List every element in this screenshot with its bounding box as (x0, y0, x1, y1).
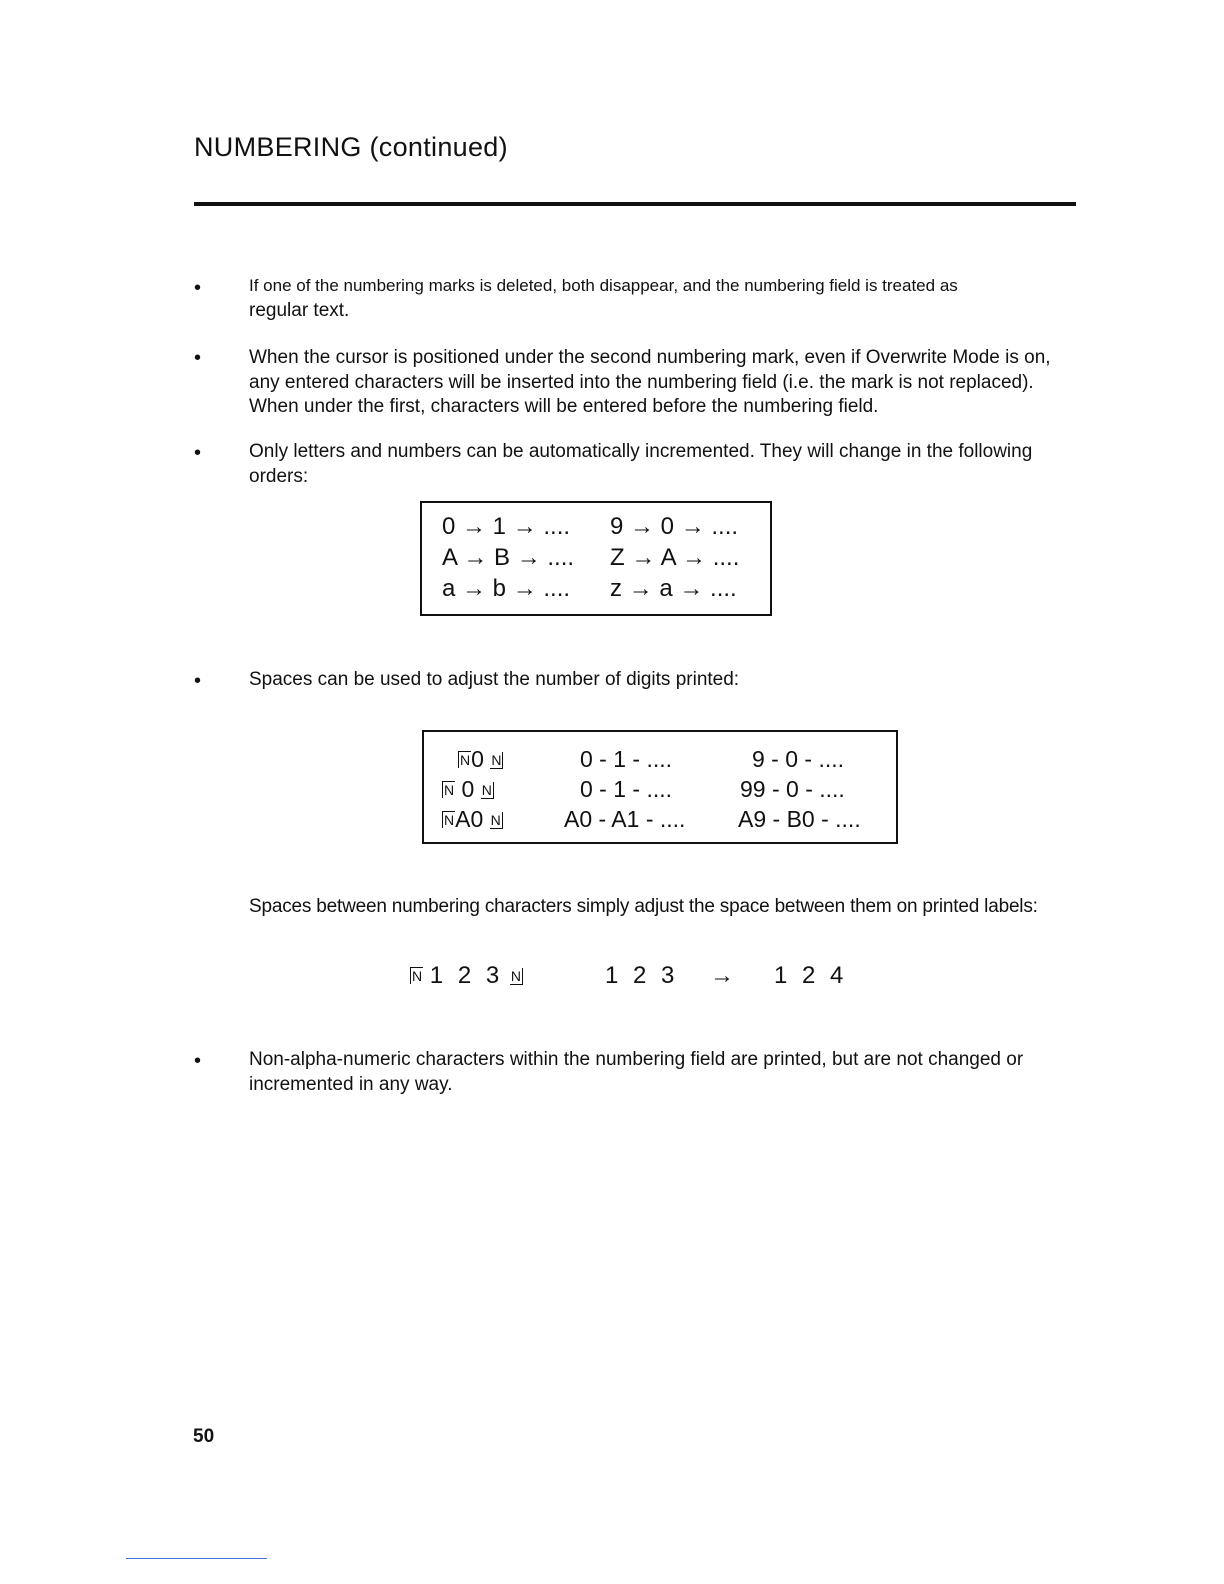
bullet-2-line-1: When the cursor is positioned under the second numbering mark, even if Overwrite Mode is on, (249, 347, 1051, 368)
bullet-3-marker: • (194, 442, 202, 464)
numbering-field (442, 776, 494, 803)
page-number: 50 (193, 1426, 215, 1447)
numbering-mark-open: N (460, 752, 471, 768)
digit-spacing-result-1: 0 - 1 - .... (580, 746, 673, 772)
numbering-field-value: 0 (471, 746, 484, 772)
numbering-mark-close: N (490, 812, 501, 828)
bullet-5-text (249, 1048, 1079, 1097)
digit-spacing-result-2: A9 - B0 - .... (738, 806, 861, 832)
bullet-3-line-2: orders: (249, 465, 309, 487)
increment-order-right: Z → A → .... (610, 544, 740, 571)
increment-order-left: A → B → .... (442, 544, 575, 571)
bullet-3-text (249, 440, 1079, 489)
numbering-field-value: 0 (455, 776, 475, 802)
numbering-mark-close: N (491, 752, 502, 768)
numbering-mark-close: N (481, 782, 492, 798)
bullet-5-line-2: incremented in any way. (249, 1073, 453, 1095)
bullet-1-line-2: regular text. (249, 299, 350, 321)
arrow-icon: → (710, 962, 734, 989)
increment-order-left: a → b → .... (442, 575, 571, 602)
spacing-example-field-value: 1 2 3 (429, 962, 504, 989)
digit-spacing-result-2: 9 - 0 - .... (752, 746, 845, 772)
page-title: NUMBERING (continued) (194, 132, 508, 162)
spacing-note: Spaces between numbering characters simply adjust the space between them on printed labels: (249, 896, 1038, 917)
spacing-example-field (410, 962, 523, 990)
spacing-example-before: 1 2 3 (605, 962, 679, 989)
bullet-4-line-1: Spaces can be used to adjust the number of digits printed: (249, 669, 740, 690)
bullet-5-line-1: Non-alpha-numeric characters within the numbering field are printed, but are not changed or (249, 1049, 1024, 1070)
increment-order-left: 0 → 1 → .... (442, 513, 571, 540)
bullet-2-line-3: When under the first, characters will be entered before the numbering field. (249, 396, 879, 417)
spacing-example-after: 1 2 4 (774, 962, 848, 989)
footer-line (126, 1558, 267, 1559)
bullet-1-marker: • (194, 277, 202, 299)
bullet-2-marker: • (194, 347, 202, 369)
digit-spacing-result-2: 99 - 0 - .... (740, 776, 845, 802)
bullet-2-line-2: any entered characters will be inserted into the numbering field (i.e. the mark is not replaced). (249, 371, 1034, 393)
numbering-mark-open: N (412, 968, 423, 984)
numbering-field-value: A0 (455, 806, 484, 832)
bullet-5-marker: • (194, 1050, 202, 1072)
numbering-mark-close: N (510, 968, 521, 984)
bullet-2-text (249, 346, 1079, 420)
increment-order-right: z → a → .... (610, 575, 737, 602)
numbering-mark-open: N (444, 812, 455, 828)
numbering-field (458, 746, 503, 773)
increment-order-right: 9 → 0 → .... (610, 513, 739, 540)
numbering-field (442, 806, 503, 833)
title-rule (194, 202, 1076, 206)
digit-spacing-table (422, 730, 898, 844)
numbering-mark-open: N (444, 782, 455, 798)
bullet-4-text (249, 668, 1079, 693)
bullet-1-line-1: If one of the numbering marks is deleted, both disappear, and the numbering field is treated as (249, 276, 958, 295)
increment-order-table (420, 501, 772, 616)
bullet-1-text (249, 274, 1079, 323)
bullet-4-marker: • (194, 670, 202, 692)
digit-spacing-result-1: 0 - 1 - .... (580, 776, 673, 802)
bullet-3-line-1: Only letters and numbers can be automatically incremented. They will change in the following (249, 441, 1033, 462)
digit-spacing-result-1: A0 - A1 - .... (564, 806, 686, 832)
